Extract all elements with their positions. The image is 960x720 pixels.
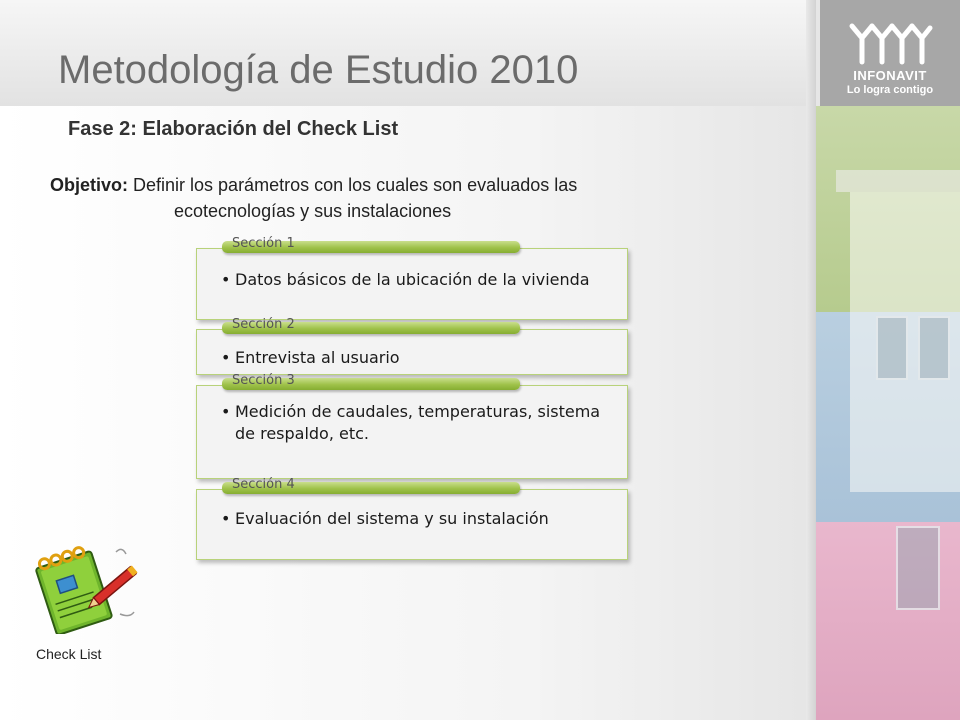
section-tab-label: Sección 1 — [232, 236, 295, 251]
slide-subtitle: Fase 2: Elaboración del Check List — [68, 118, 399, 140]
notebook-pencil-icon — [30, 534, 142, 634]
section-bullet: • Datos básicos de la ubicación de la vivienda — [235, 269, 617, 291]
section-card — [196, 385, 628, 479]
section-tab — [222, 236, 520, 253]
logo-name: INFONAVIT — [853, 68, 927, 83]
house-roof — [836, 170, 960, 192]
infonavit-logo — [820, 0, 960, 106]
section-bullet: • Medición de caudales, temperaturas, sistema de respaldo, etc. — [235, 401, 617, 445]
slide-title: Metodología de Estudio 2010 — [58, 48, 579, 92]
section-bullet: • Entrevista al usuario — [235, 347, 617, 369]
notebook-caption: Check List — [36, 646, 102, 662]
house-door — [896, 526, 940, 610]
objective-line2: ecotecnologías y sus instalaciones — [174, 201, 452, 221]
logo-tagline: Lo logra contigo — [846, 84, 934, 96]
house-window — [876, 316, 908, 380]
header-edge — [806, 0, 816, 720]
section-card — [196, 489, 628, 560]
objective-line1: Definir los parámetros con los cuales son evaluados las — [128, 175, 578, 195]
section-bullet: • Evaluación del sistema y su instalación — [235, 508, 617, 530]
section-card — [196, 248, 628, 320]
objective-text — [50, 172, 770, 224]
objective-label: Objetivo: — [50, 175, 129, 195]
section-card — [196, 329, 628, 375]
infonavit-houses-icon — [846, 16, 934, 66]
section-tab-label: Sección 3 — [232, 373, 295, 388]
section-tab — [222, 477, 520, 494]
house-window — [918, 316, 950, 380]
section-tab-label: Sección 4 — [232, 477, 295, 492]
section-tab-label: Sección 2 — [232, 317, 295, 332]
section-tab — [222, 373, 520, 390]
section-tab — [222, 317, 520, 334]
decorative-house-panel — [816, 106, 960, 720]
